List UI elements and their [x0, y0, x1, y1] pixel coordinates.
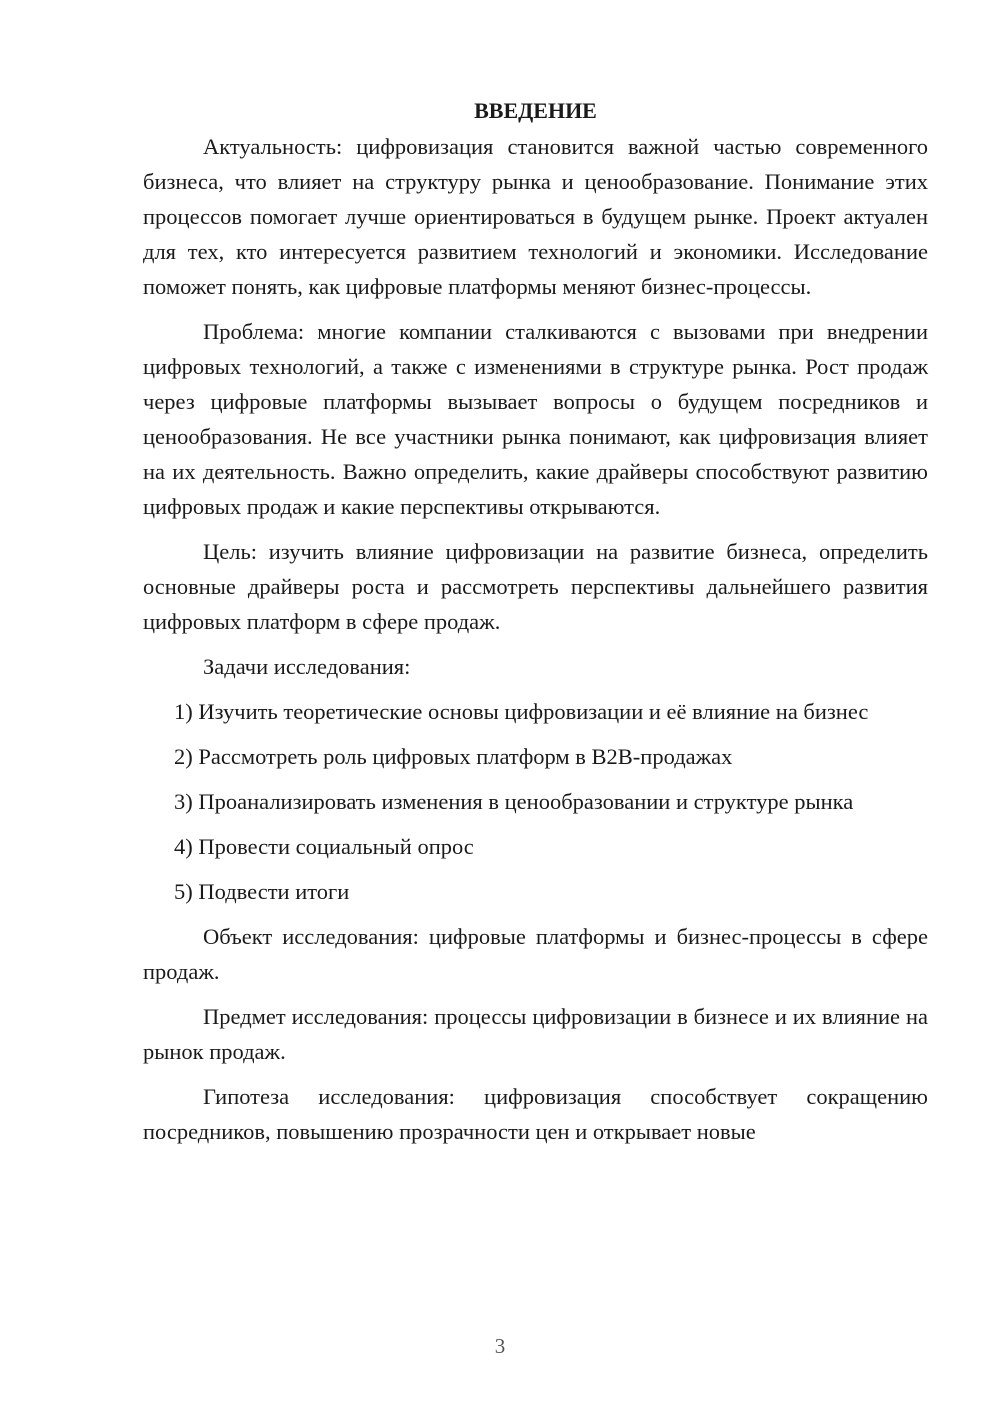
tasks-heading: Задачи исследования:: [203, 654, 411, 679]
subject-paragraph: Предмет исследования: процессы цифровизации в бизнесе и их влияние на рынок продаж.: [143, 1004, 928, 1064]
task-item-1: 1) Изучить теоретические основы цифровизации и её влияние на бизнес: [174, 699, 869, 724]
object-paragraph: Объект исследования: цифровые платформы и бизнес-процессы в сфере продаж.: [143, 924, 928, 984]
task-item-2: 2) Рассмотреть роль цифровых платформ в B2B-продажах: [174, 744, 733, 769]
section-title: ВВЕДЕНИЕ: [474, 98, 597, 123]
task-item-3: 3) Проанализировать изменения в ценообразовании и структуре рынка: [174, 789, 854, 814]
task-item-4: 4) Провести социальный опрос: [174, 834, 474, 859]
relevance-paragraph: Актуальность: цифровизация становится важной частью современного бизнеса, что влияет на структуру рынка и ценообразование. Понимание этих процессов помогает лучше ориентироваться в будущем рынке. Проект актуален для тех, кто интересуется развитием технологий и экономики. Исследование поможет понять, как цифровые платформы меняют бизнес-процессы.: [143, 134, 928, 299]
page-number: 3: [494, 1334, 506, 1358]
hypothesis-paragraph: Гипотеза исследования: цифровизация способствует сокращению посредников, повышению прозрачности цен и открывает новые: [143, 1084, 928, 1144]
goal-paragraph: Цель: изучить влияние цифровизации на развитие бизнеса, определить основные драйверы роста и рассмотреть перспективы дальнейшего развития цифровых платформ в сфере продаж.: [143, 539, 928, 634]
document-page: [143, 96, 928, 1159]
problem-paragraph: Проблема: многие компании сталкиваются с вызовами при внедрении цифровых технологий, а также с изменениями в структуре рынка. Рост продаж через цифровые платформы вызывает вопросы о будущем посредников и ценообразования. Не все участники рынка понимают, как цифровизация влияет на их деятельность. Важно определить, какие драйверы способствуют развитию цифровых продаж и какие перспективы открываются.: [143, 319, 928, 519]
task-item-5: 5) Подвести итоги: [174, 879, 350, 904]
